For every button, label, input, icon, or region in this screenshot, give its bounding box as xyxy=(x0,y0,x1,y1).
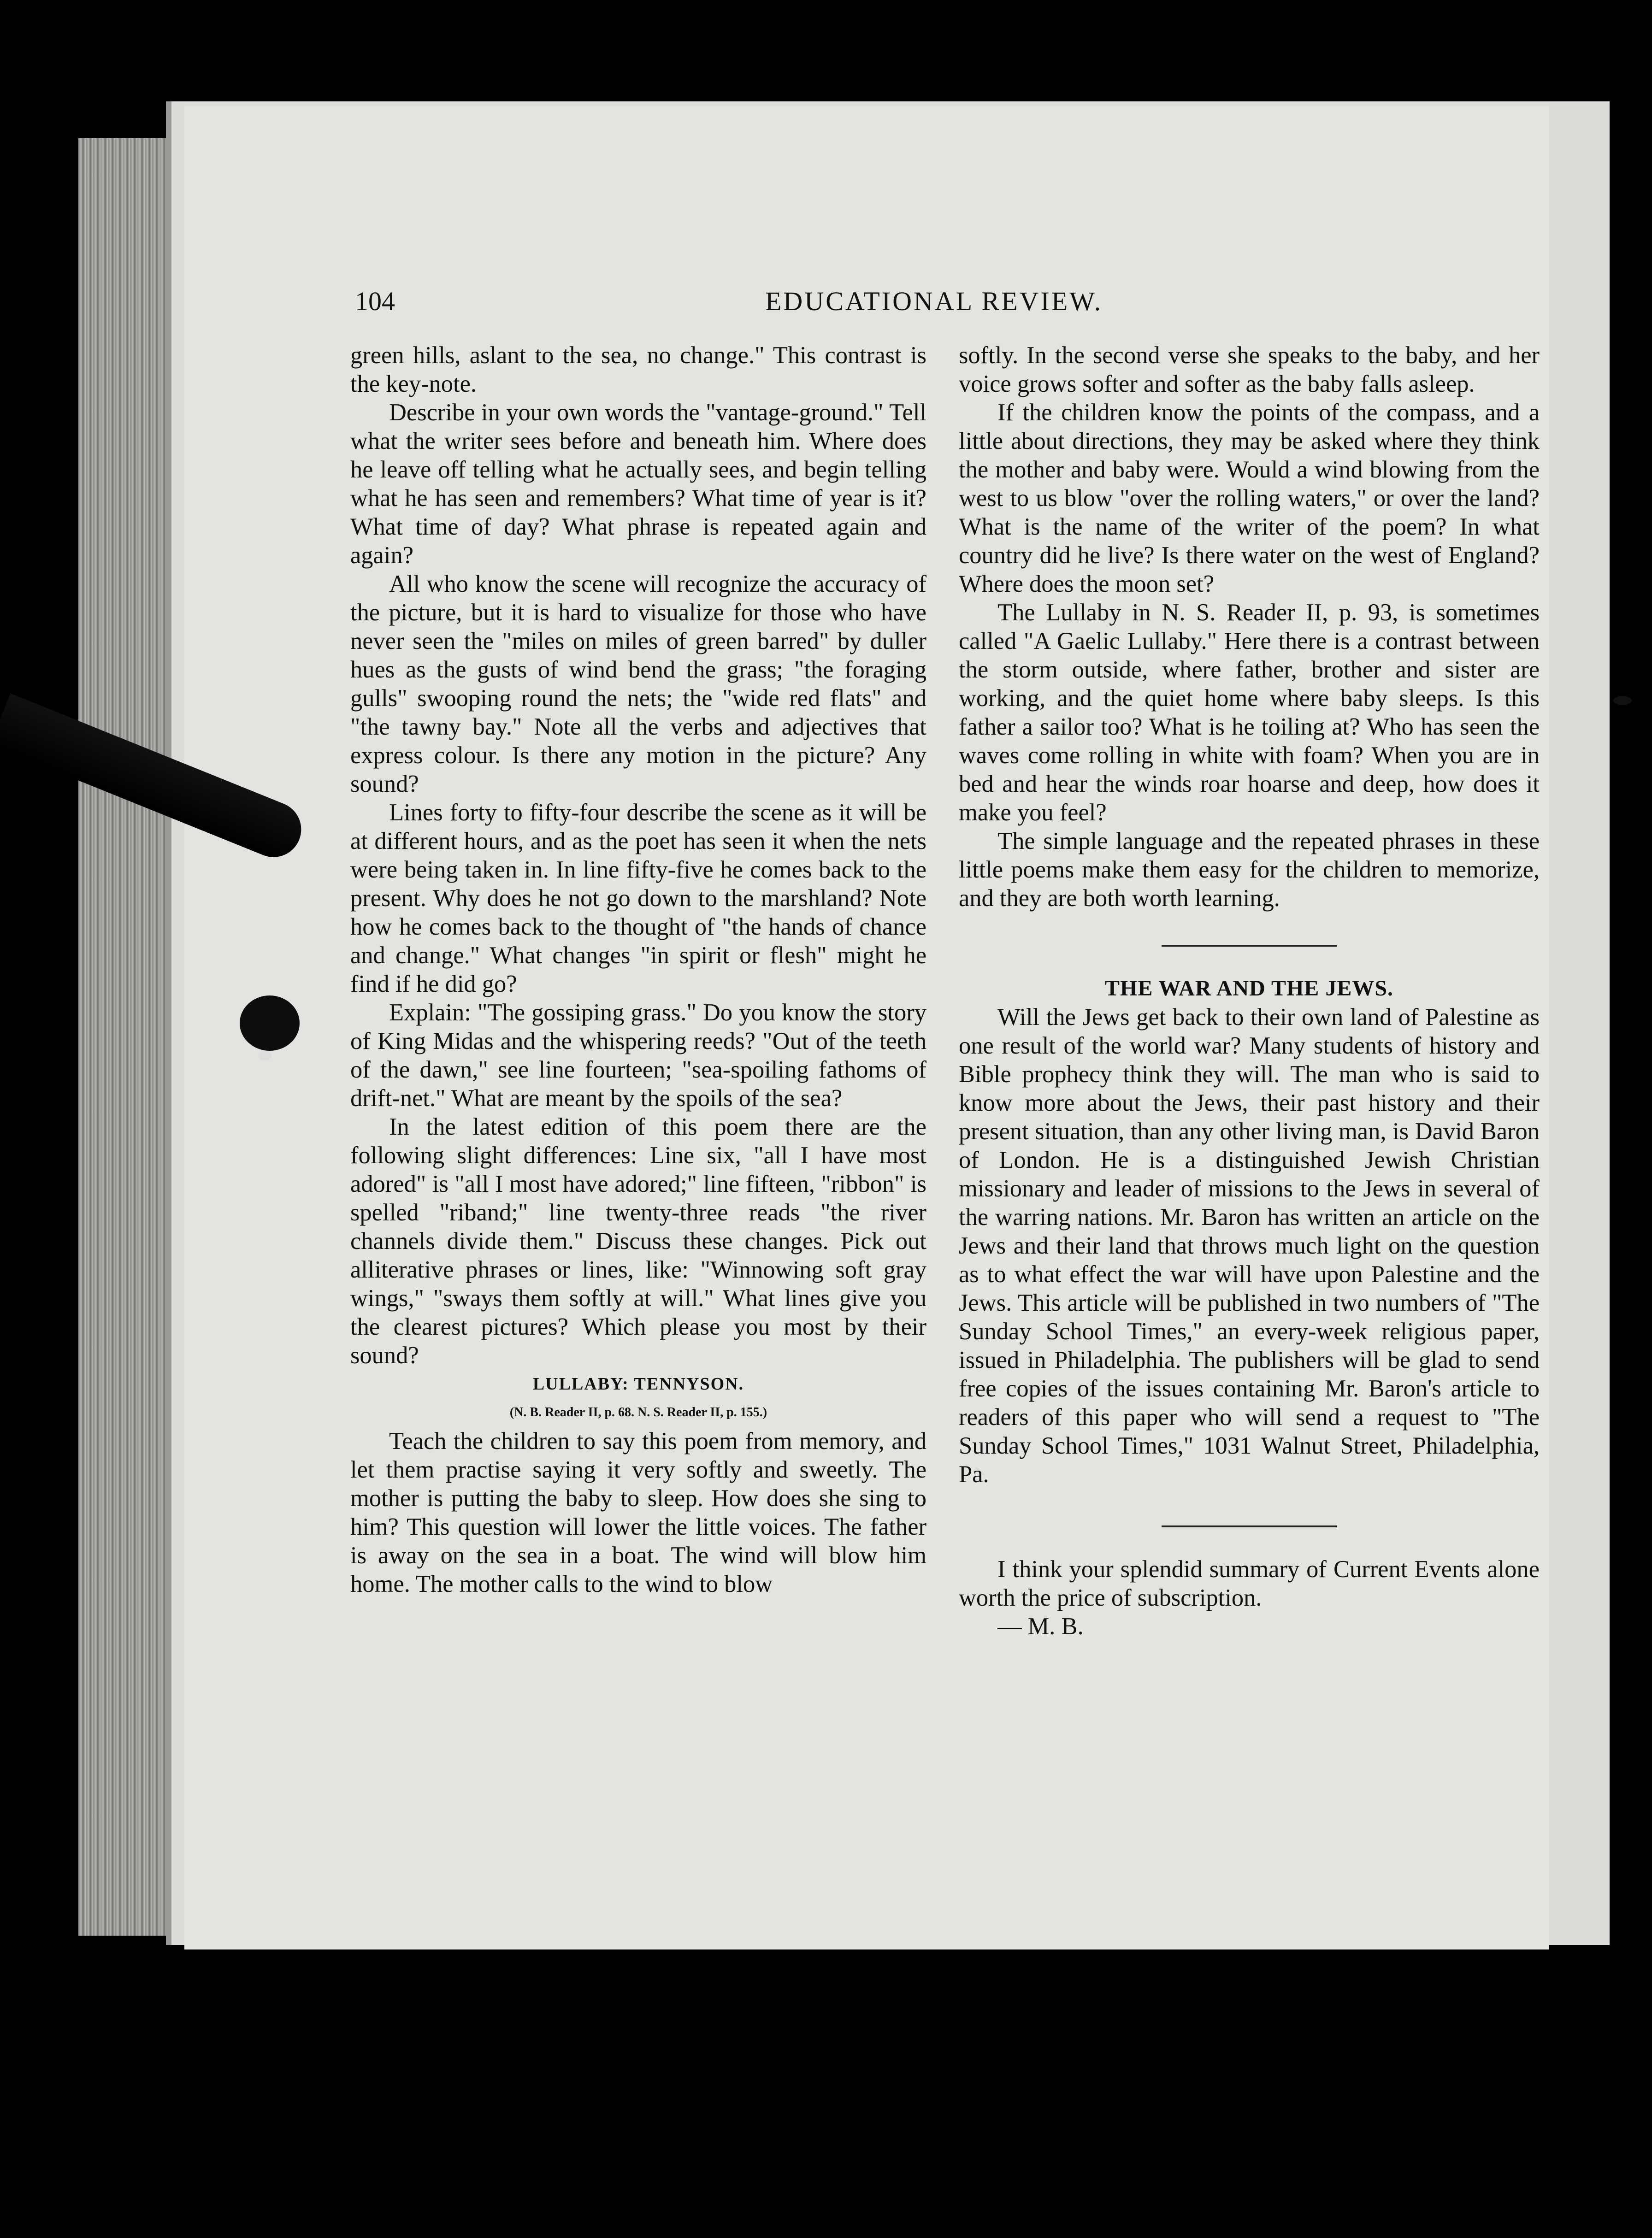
running-head: EDUCATIONAL REVIEW. xyxy=(765,286,1103,316)
paragraph: Explain: "The gossiping grass." Do you know the story of King Midas and the whispering reeds? "Out of the teeth of the dawn," see line fourteen; "sea-spoiling fathoms of drift-net." What are meant by the spoils of the sea? xyxy=(350,999,926,1112)
paragraph: In the latest edition of this poem there are the following slight differences: Line six, "all I have most adored" is "all I most have adored;" line fifteen, "ribbon" is spelled "riband;" line twenty-three reads "the river channels divide them." Discuss these changes. Pick out alliterative phrases or lines, like: "Winnowing soft gray wings," "sways them softly at will." What lines give you the clearest pictures? Which please you most by their sound? xyxy=(350,1113,926,1369)
section-divider xyxy=(1162,1525,1337,1527)
testimonial: I think your splendid summary of Current Events alone worth the price of subscription. xyxy=(959,1556,1540,1611)
paragraph: Describe in your own words the "vantage-ground." Tell what the writer sees before and beneath him. Where does he leave off telling what he actually sees, and begin telling what he has seen and remembers? What time of year is it? What time of day? What phrase is repeated again and again? xyxy=(350,399,926,569)
page-header xyxy=(355,286,1553,323)
paragraph: green hills, aslant to the sea, no change." This contrast is the key-note. xyxy=(350,342,926,397)
pointer-highlight xyxy=(258,1051,272,1060)
paragraph: Lines forty to fifty-four describe the scene as it will be at different hours, and as the poet has seen it when the nets were being taken in. In line fifty-five he comes back to the present. Why does he not go down to the marshland? Note how he comes back to the thought of "the hands of chance and change." What changes "in spirit or flesh" might he find if he did go? xyxy=(350,799,926,997)
lullaby-reference: (N. B. Reader II, p. 68. N. S. Reader II, p. 155.) xyxy=(509,1405,767,1419)
lullaby-title: LULLABY: TENNYSON. xyxy=(532,1374,744,1394)
section-divider xyxy=(1162,945,1337,947)
paragraph: The simple language and the repeated phrases in these little poems make them easy for the children to memorize, and they are both worth learning. xyxy=(959,828,1540,912)
page-number: 104 xyxy=(355,286,395,316)
right-column xyxy=(959,341,1540,1641)
section-title: THE WAR AND THE JEWS. xyxy=(1104,976,1394,1001)
paragraph: softly. In the second verse she speaks to the baby, and her voice grows softer and softer as the baby falls asleep. xyxy=(959,342,1540,397)
paragraph: The Lullaby in N. S. Reader II, p. 93, is sometimes called "A Gaelic Lullaby." Here there is a contrast between the storm outside, where father, brother and sister are working, and the quiet home where baby sleeps. Is this father a sailor too? What is he toiling at? Who has seen the waves come rolling in white with foam? When you are in bed and hear the winds roar hoarse and deep, how does it make you feel? xyxy=(959,599,1540,826)
signature: — M. B. xyxy=(997,1613,1084,1640)
left-column xyxy=(350,341,926,1598)
paragraph: Teach the children to say this poem from memory, and let them practise saying it very softly and sweetly. The mother is putting the baby to sleep. How does she sing to him? This question will lower the little voices. The father is away on the sea in a boat. The wind will blow him home. The mother calls to the wind to blow xyxy=(350,1428,926,1597)
speck xyxy=(1613,696,1632,705)
paragraph: If the children know the points of the compass, and a little about directions, they may be asked where they think the mother and baby were. Would a wind blowing from the west to us blow "over the rolling waters," or over the land? What is the name of the writer of the poem? In what country did he live? Is there water on the west of England? Where does the moon set? xyxy=(959,399,1540,597)
paragraph: Will the Jews get back to their own land of Palestine as one result of the world war? Many students of history and Bible prophecy think they will. The man who is said to know more about the Jews, their past history and their present situation, than any other living man, is David Baron of London. He is a distinguished Jewish Christian missionary and leader of missions to the Jews in several of the warring nations. Mr. Baron has written an article on the Jews and their land that throws much light on the question as to what effect the war will have upon Palestine and the Jews. This article will be published in two numbers of "The Sunday School Times," an every-week religious paper, issued in Philadelphia. The publishers will be glad to send free copies of the issues containing Mr. Baron's article to readers of this paper who will send a request to "The Sunday School Times," 1031 Walnut Street, Philadelphia, Pa. xyxy=(959,1004,1540,1488)
pointer-tip xyxy=(240,995,300,1051)
paragraph: All who know the scene will recognize the accuracy of the picture, but it is hard to visualize for those who have never seen the "miles on miles of green barred" by duller hues as the gusts of wind bend the grass; "the foraging gulls" swooping round the nets; the "wide red flats" and "the tawny bay." Note all the verbs and adjectives that express colour. Is there any motion in the picture? Any sound? xyxy=(350,571,926,797)
